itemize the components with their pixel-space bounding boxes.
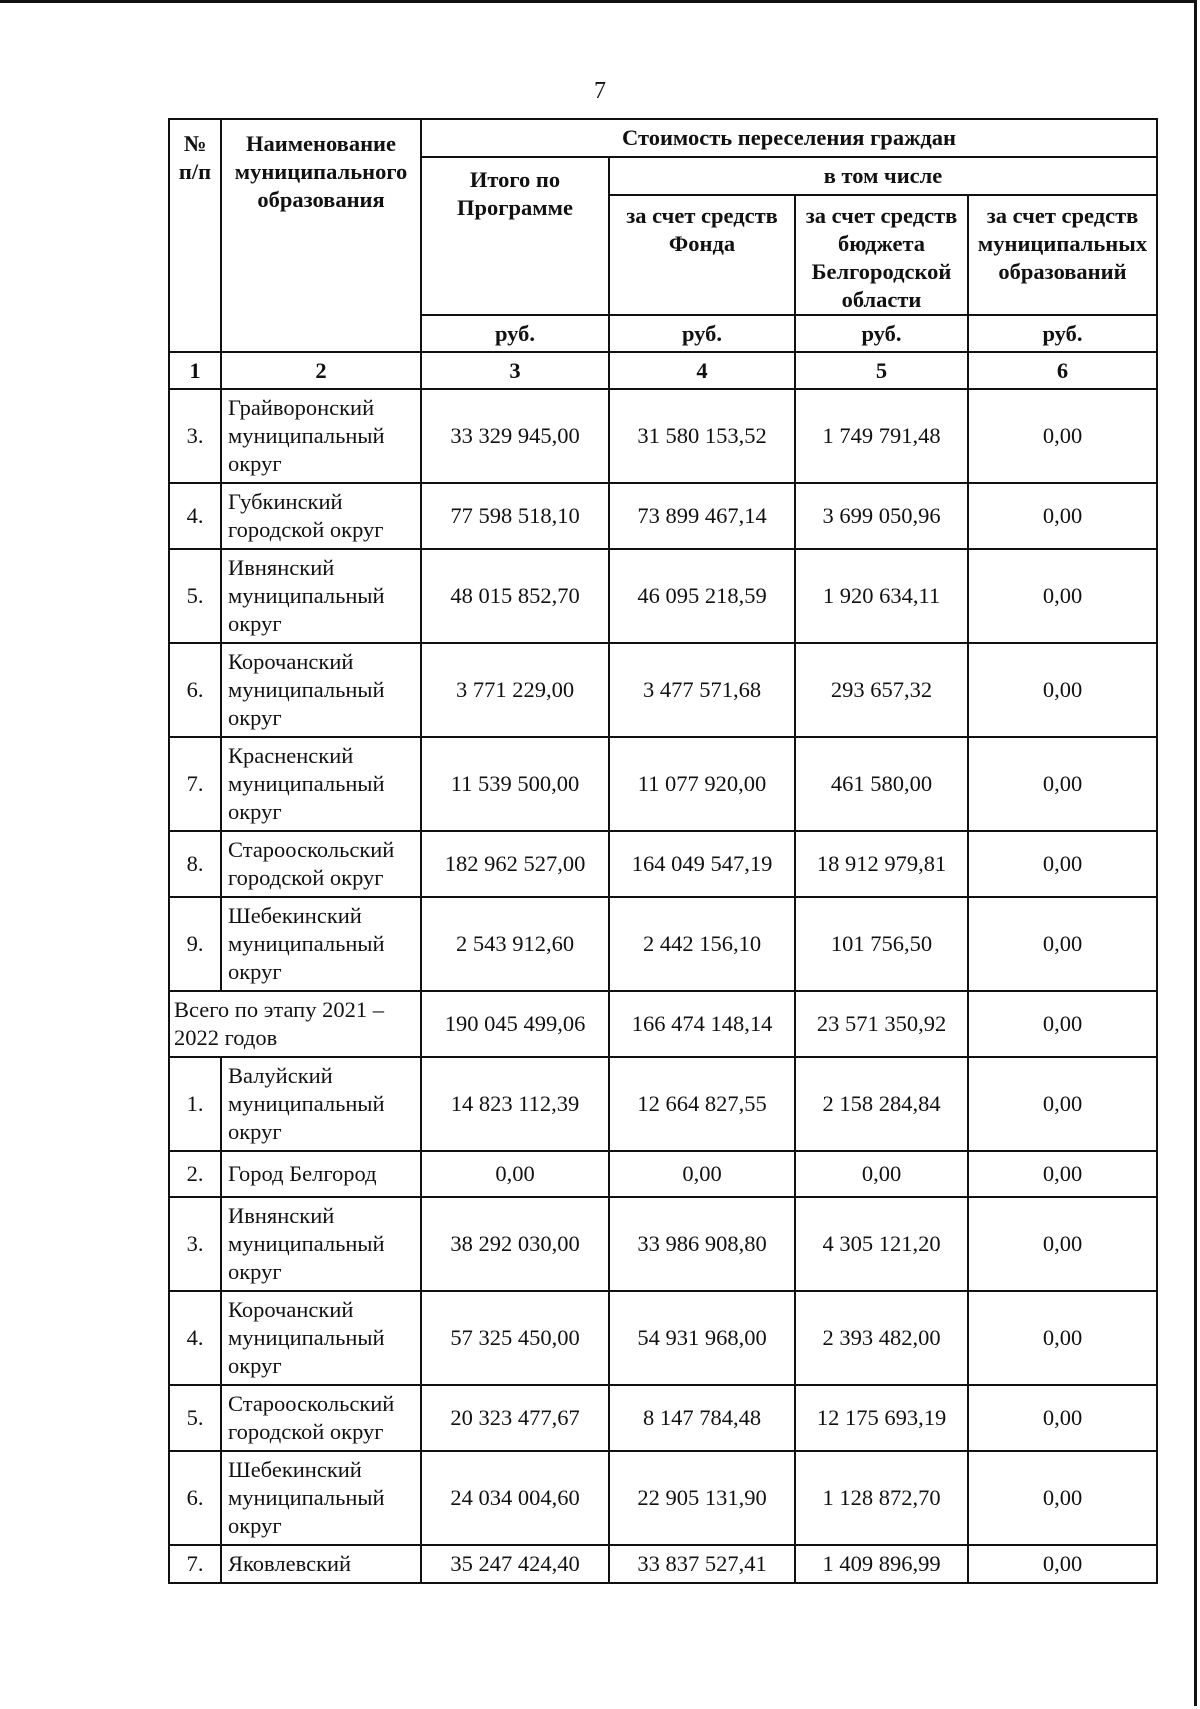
total-cost: 77 598 518,10 (421, 483, 609, 549)
total-cost: 48 015 852,70 (421, 549, 609, 643)
fund-cost: 12 664 827,55 (609, 1057, 795, 1151)
municipal-cost: 0,00 (968, 737, 1157, 831)
subtotal-fund: 166 474 148,14 (609, 991, 795, 1057)
row-number: 5. (169, 549, 221, 643)
region-cost: 12 175 693,19 (795, 1385, 968, 1451)
header-row-column-numbers (169, 352, 1157, 389)
subtotal-total: 190 045 499,06 (421, 991, 609, 1057)
table-row (169, 831, 1157, 897)
col-header-fund: за счет средств Фонда (609, 195, 795, 315)
municipal-cost: 0,00 (968, 1385, 1157, 1451)
subtotal-municipal: 0,00 (968, 991, 1157, 1057)
column-number-2: 2 (221, 352, 421, 389)
group-header-including: в том числе (609, 157, 1157, 195)
municipality-name: Шебекинский муниципальный округ (221, 1451, 421, 1545)
unit-municipal: руб. (968, 315, 1157, 352)
column-number-1: 1 (169, 352, 221, 389)
fund-cost: 3 477 571,68 (609, 643, 795, 737)
region-cost: 1 920 634,11 (795, 549, 968, 643)
municipal-cost: 0,00 (968, 549, 1157, 643)
table-row (169, 1197, 1157, 1291)
region-cost: 4 305 121,20 (795, 1197, 968, 1291)
row-number: 9. (169, 897, 221, 991)
municipal-cost: 0,00 (968, 1451, 1157, 1545)
municipality-name: Яковлевский (221, 1545, 421, 1583)
fund-cost: 33 986 908,80 (609, 1197, 795, 1291)
region-cost: 2 393 482,00 (795, 1291, 968, 1385)
total-cost: 182 962 527,00 (421, 831, 609, 897)
row-number: 6. (169, 1451, 221, 1545)
row-number: 6. (169, 643, 221, 737)
col-header-region: за счет средств бюджета Белгородской области (795, 195, 968, 315)
fund-cost: 11 077 920,00 (609, 737, 795, 831)
fund-cost: 33 837 527,41 (609, 1545, 795, 1583)
row-number: 1. (169, 1057, 221, 1151)
total-cost: 35 247 424,40 (421, 1545, 609, 1583)
municipality-name: Грайворонский муниципальный округ (221, 389, 421, 483)
fund-cost: 46 095 218,59 (609, 549, 795, 643)
municipal-cost: 0,00 (968, 1545, 1157, 1583)
municipal-cost: 0,00 (968, 1057, 1157, 1151)
table-row (169, 897, 1157, 991)
row-number: 2. (169, 1151, 221, 1197)
municipality-name: Корочанский муниципальный округ (221, 1291, 421, 1385)
table-row (169, 483, 1157, 549)
municipal-cost: 0,00 (968, 1151, 1157, 1197)
table-row (169, 549, 1157, 643)
table-row (169, 1291, 1157, 1385)
subtotal-label: Всего по этапу 2021 – 2022 годов (169, 991, 421, 1057)
municipality-name: Старооскольский городской округ (221, 1385, 421, 1451)
region-cost: 2 158 284,84 (795, 1057, 968, 1151)
municipality-name: Город Белгород (221, 1151, 421, 1197)
column-number-6: 6 (968, 352, 1157, 389)
table-row (169, 1545, 1157, 1583)
unit-total: руб. (421, 315, 609, 352)
municipal-cost: 0,00 (968, 897, 1157, 991)
municipal-cost: 0,00 (968, 831, 1157, 897)
total-cost: 20 323 477,67 (421, 1385, 609, 1451)
fund-cost: 2 442 156,10 (609, 897, 795, 991)
row-number: 3. (169, 1197, 221, 1291)
municipality-name: Валуйский муниципальный округ (221, 1057, 421, 1151)
row-number: 7. (169, 737, 221, 831)
region-cost: 101 756,50 (795, 897, 968, 991)
municipality-name: Губкинский городской округ (221, 483, 421, 549)
fund-cost: 31 580 153,52 (609, 389, 795, 483)
total-cost: 38 292 030,00 (421, 1197, 609, 1291)
region-cost: 461 580,00 (795, 737, 968, 831)
subtotal-row (169, 991, 1157, 1057)
unit-fund: руб. (609, 315, 795, 352)
total-cost: 2 543 912,60 (421, 897, 609, 991)
unit-region: руб. (795, 315, 968, 352)
table-row (169, 1451, 1157, 1545)
municipality-name: Ивнянский муниципальный округ (221, 549, 421, 643)
col-header-name: Наименование муниципального образования (221, 119, 421, 352)
municipal-cost: 0,00 (968, 483, 1157, 549)
column-number-5: 5 (795, 352, 968, 389)
region-cost: 1 128 872,70 (795, 1451, 968, 1545)
table-row (169, 1151, 1157, 1197)
fund-cost: 73 899 467,14 (609, 483, 795, 549)
municipality-name: Ивнянский муниципальный округ (221, 1197, 421, 1291)
municipality-name: Корочанский муниципальный округ (221, 643, 421, 737)
total-cost: 14 823 112,39 (421, 1057, 609, 1151)
row-number: 7. (169, 1545, 221, 1583)
row-number: 8. (169, 831, 221, 897)
region-cost: 1 749 791,48 (795, 389, 968, 483)
column-number-4: 4 (609, 352, 795, 389)
total-cost: 33 329 945,00 (421, 389, 609, 483)
total-cost: 3 771 229,00 (421, 643, 609, 737)
col-header-number: № п/п (169, 119, 221, 352)
column-number-3: 3 (421, 352, 609, 389)
fund-cost: 54 931 968,00 (609, 1291, 795, 1385)
total-cost: 11 539 500,00 (421, 737, 609, 831)
page-number: 7 (594, 78, 606, 104)
municipal-cost: 0,00 (968, 1197, 1157, 1291)
municipal-cost: 0,00 (968, 389, 1157, 483)
municipal-cost: 0,00 (968, 643, 1157, 737)
region-cost: 3 699 050,96 (795, 483, 968, 549)
fund-cost: 0,00 (609, 1151, 795, 1197)
col-header-total: Итого по Программе (421, 157, 609, 315)
total-cost: 0,00 (421, 1151, 609, 1197)
municipal-cost: 0,00 (968, 1291, 1157, 1385)
table-row (169, 389, 1157, 483)
municipality-name: Красненский муниципальный округ (221, 737, 421, 831)
resettlement-cost-table (168, 118, 1158, 1584)
fund-cost: 22 905 131,90 (609, 1451, 795, 1545)
total-cost: 57 325 450,00 (421, 1291, 609, 1385)
table-row (169, 1057, 1157, 1151)
region-cost: 0,00 (795, 1151, 968, 1197)
municipality-name: Старооскольский городской округ (221, 831, 421, 897)
region-cost: 293 657,32 (795, 643, 968, 737)
row-number: 4. (169, 1291, 221, 1385)
header-row-top (169, 119, 1157, 157)
col-header-municipal: за счет средств муниципальных образований (968, 195, 1157, 315)
table-row (169, 1385, 1157, 1451)
fund-cost: 8 147 784,48 (609, 1385, 795, 1451)
subtotal-region: 23 571 350,92 (795, 991, 968, 1057)
table-row (169, 643, 1157, 737)
municipality-name: Шебекинский муниципальный округ (221, 897, 421, 991)
table-row (169, 737, 1157, 831)
row-number: 5. (169, 1385, 221, 1451)
region-cost: 1 409 896,99 (795, 1545, 968, 1583)
group-header-cost: Стоимость переселения граждан (421, 119, 1157, 157)
total-cost: 24 034 004,60 (421, 1451, 609, 1545)
fund-cost: 164 049 547,19 (609, 831, 795, 897)
row-number: 3. (169, 389, 221, 483)
row-number: 4. (169, 483, 221, 549)
region-cost: 18 912 979,81 (795, 831, 968, 897)
